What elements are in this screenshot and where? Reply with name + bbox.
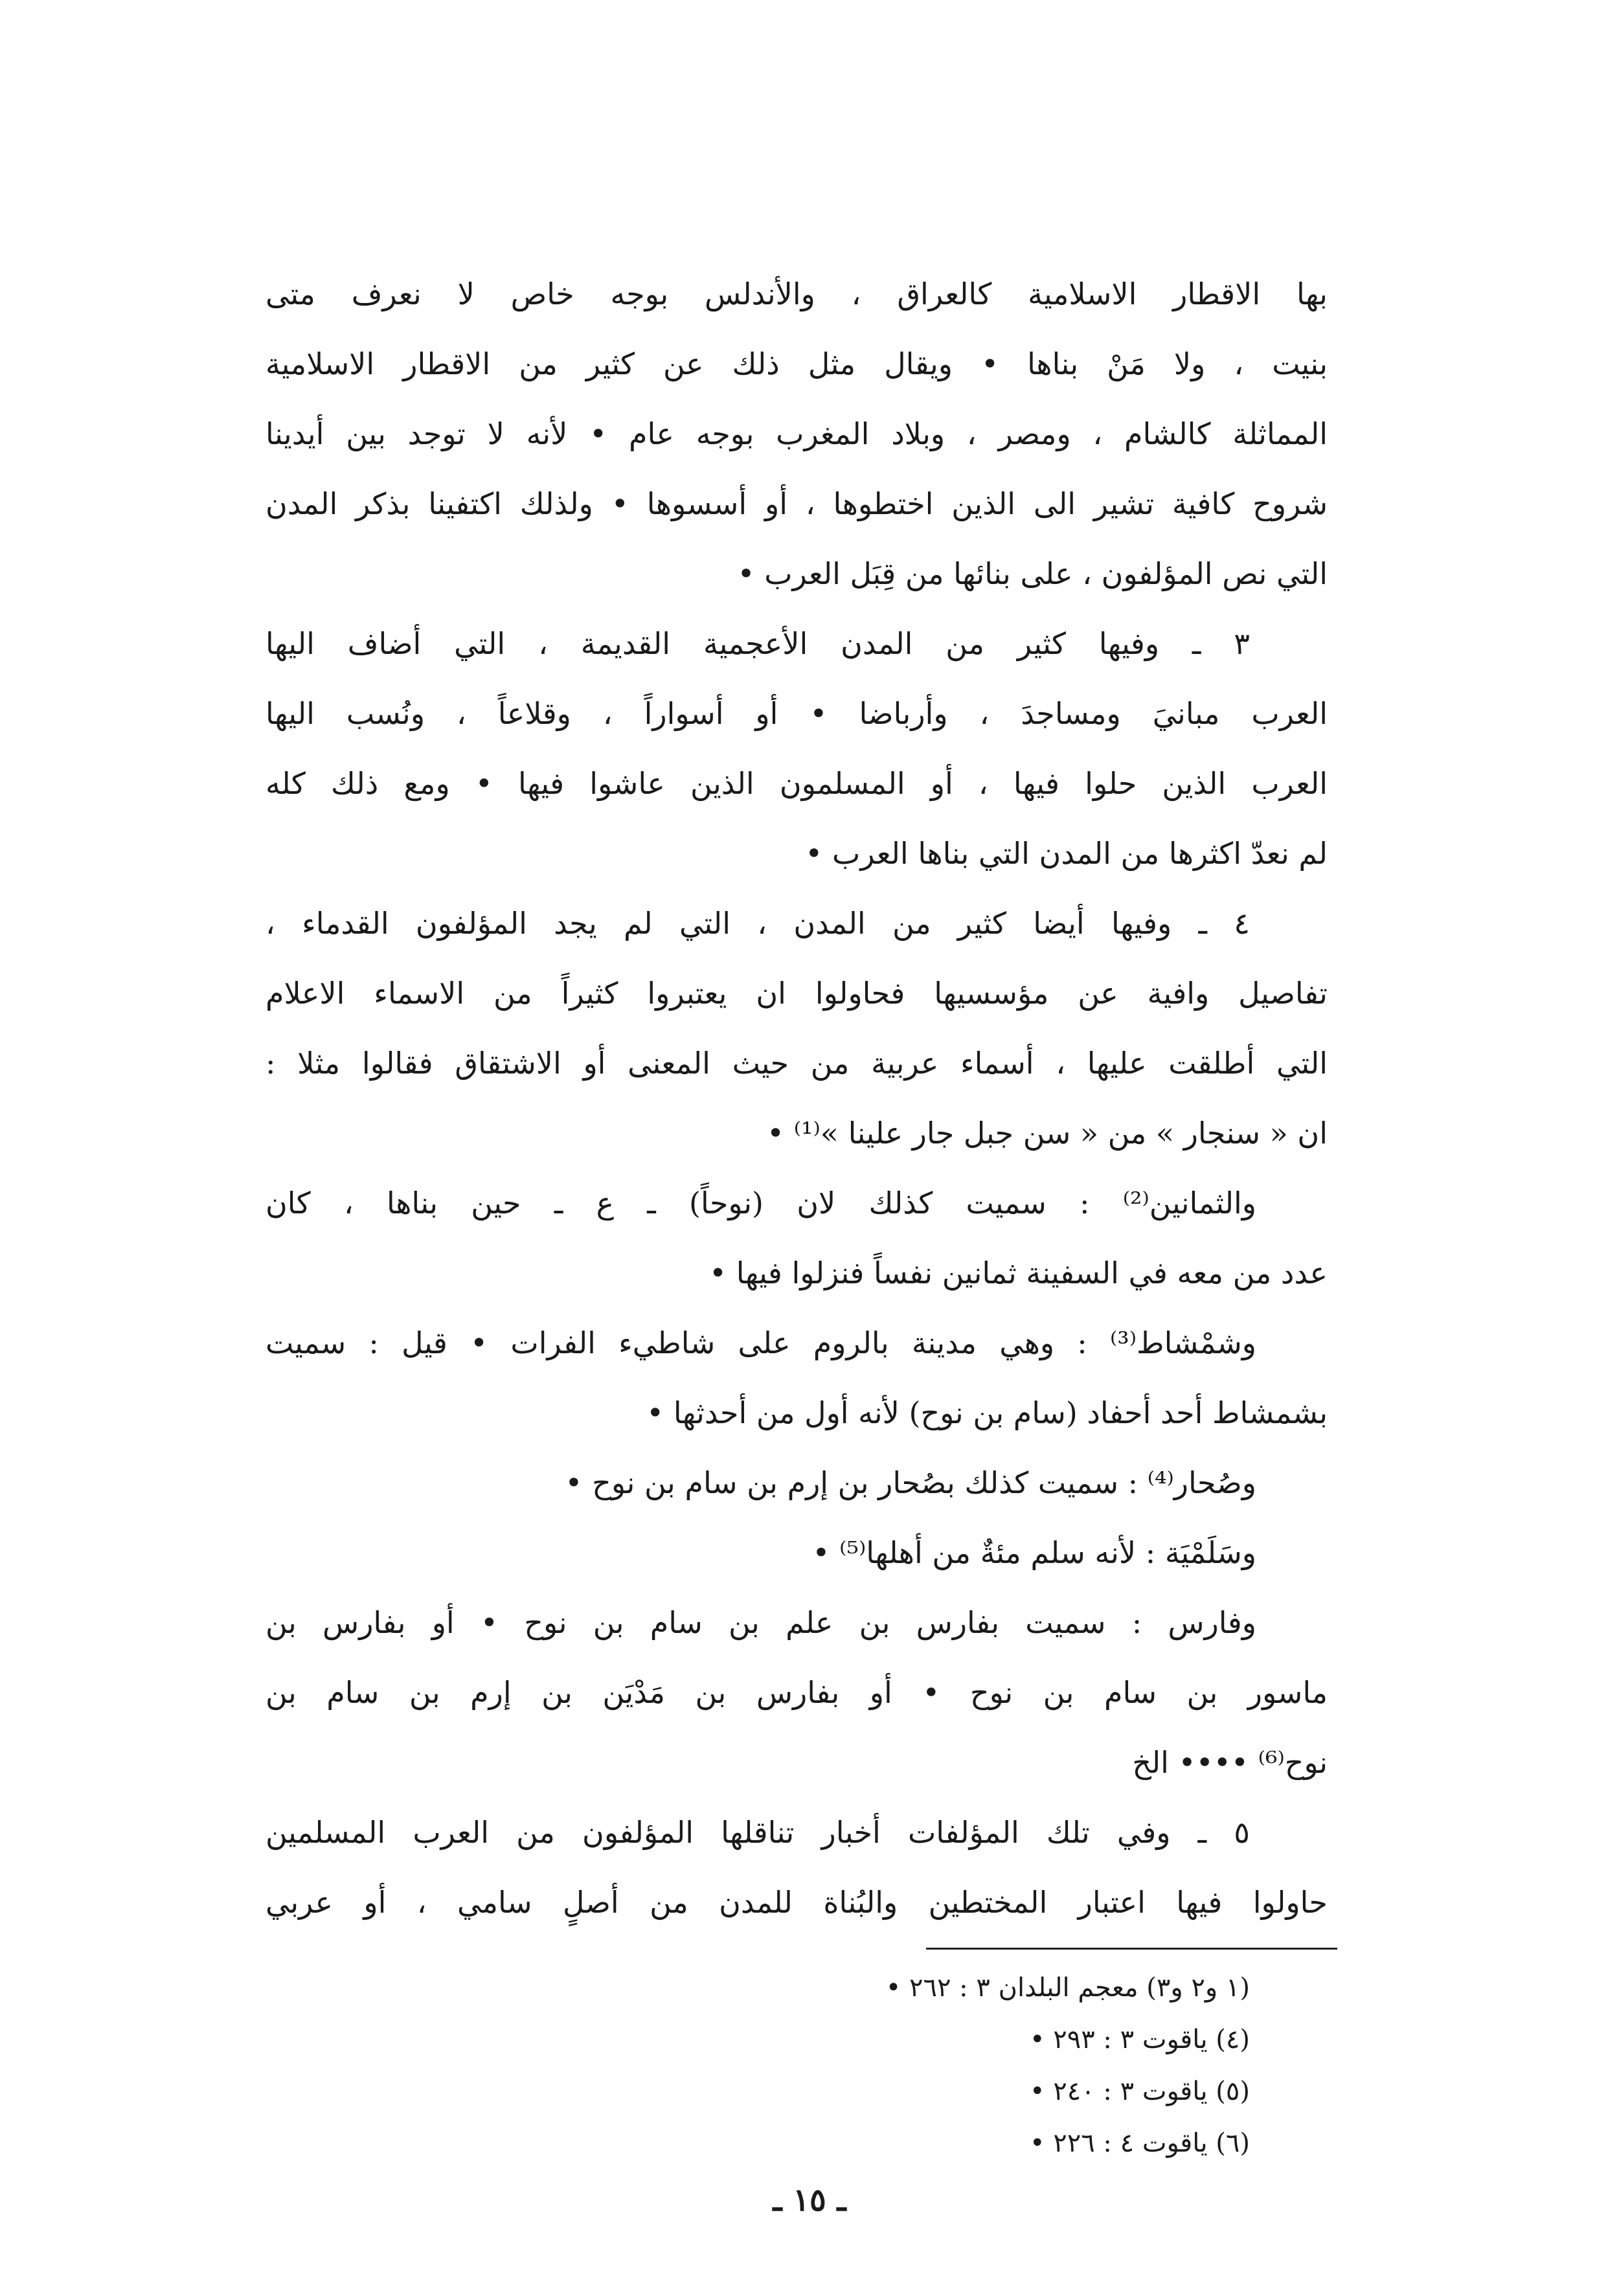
text-line: وصُحار⁽⁴⁾ : سميت كذلك بصُحار بن إرم بن سام بن نوح • <box>565 1465 1256 1500</box>
footnote: (٦) ياقوت ٤ : ٢٢٦ • <box>1029 2128 1250 2158</box>
text-line: بنيت ، ولا مَنْ بناها • ويقال مثل ذلك عن كثير من الاقطار الاسلامية <box>266 346 1328 381</box>
main-text <box>266 259 1328 1937</box>
text-line: لم نعدّ اكثرها من المدن التي بناها العرب • <box>805 836 1328 871</box>
page-number: ـ ١٥ ـ <box>773 2182 846 2218</box>
text-line: وشمْشاط⁽³⁾ : وهي مدينة بالروم على شاطيء الفرات • قيل : سميت <box>266 1325 1256 1360</box>
text-line: ان « سنجار » من « سن جبل جار علينا »⁽¹⁾ • <box>766 1116 1328 1151</box>
text-line: العرب الذين حلوا فيها ، أو المسلمون الذين عاشوا فيها • ومع ذلك كله <box>266 766 1328 801</box>
text-line: تفاصيل وافية عن مؤسسيها فحاولوا ان يعتبروا كثيراً من الاسماء الاعلام <box>266 976 1328 1011</box>
text-line: ٣ ـ وفيها كثير من المدن الأعجمية القديمة ، التي أضاف اليها <box>266 626 1250 661</box>
text-line: بها الاقطار الاسلامية كالعراق ، والأندلس بوجه خاص لا نعرف متى <box>266 276 1328 311</box>
footnote: (١ و٢ و٣) معجم البلدان ٣ : ٢٦٢ • <box>885 1973 1250 2003</box>
text-line: نوح⁽⁶⁾ •••• الخ <box>1132 1745 1328 1780</box>
footnote-divider <box>926 1948 1337 1950</box>
footnotes <box>648 1962 1250 2169</box>
text-line: التي نص المؤلفون ، على بنائها من قِبَل العرب • <box>737 556 1328 591</box>
text-line: المماثلة كالشام ، ومصر ، وبلاد المغرب بوجه عام • لأنه لا توجد بين أيدينا <box>266 416 1328 451</box>
text-line: وسَلَمْيَة : لأنه سلم مئةٌ من أهلها⁽⁵⁾ • <box>812 1535 1256 1570</box>
text-line: وفارس : سميت بفارس بن علم بن سام بن نوح • أو بفارس بن <box>266 1605 1256 1640</box>
text-line: ماسور بن سام بن نوح • أو بفارس بن مَدْيَن بن إرم بن سام بن <box>266 1675 1328 1710</box>
text-line: حاولوا فيها اعتبار المختطين والبُناة للمدن من أصلٍ سامي ، أو عربي <box>266 1885 1328 1920</box>
text-line: العرب مبانيَ ومساجدَ ، وأرباضا • أو أسواراً ، وقلاعاً ، ونُسب اليها <box>266 696 1328 731</box>
text-line: ٤ ـ وفيها أيضا كثير من المدن ، التي لم يجد المؤلفون القدماء ، <box>266 906 1250 941</box>
text-line: عدد من معه في السفينة ثمانين نفساً فنزلوا فيها • <box>709 1255 1328 1290</box>
text-line: بشمشاط أحد أحفاد (سام بن نوح) لأنه أول من أحدثها • <box>646 1395 1328 1430</box>
footnote: (٤) ياقوت ٣ : ٢٩٣ • <box>1029 2025 1250 2054</box>
footnote: (٥) ياقوت ٣ : ٢٤٠ • <box>1029 2077 1250 2106</box>
text-line: شروح كافية تشير الى الذين اختطوها ، أو أسسوها • ولذلك اكتفينا بذكر المدن <box>266 486 1328 521</box>
text-line: والثمانين⁽²⁾ : سميت كذلك لان (نوحاً) ـ ع ـ حين بناها ، كان <box>266 1186 1256 1221</box>
text-line: ٥ ـ وفي تلك المؤلفات أخبار تناقلها المؤلفون من العرب المسلمين <box>266 1815 1251 1850</box>
text-line: التي أطلقت عليها ، أسماء عربية من حيث المعنى أو الاشتقاق فقالوا مثلا : <box>266 1046 1328 1081</box>
